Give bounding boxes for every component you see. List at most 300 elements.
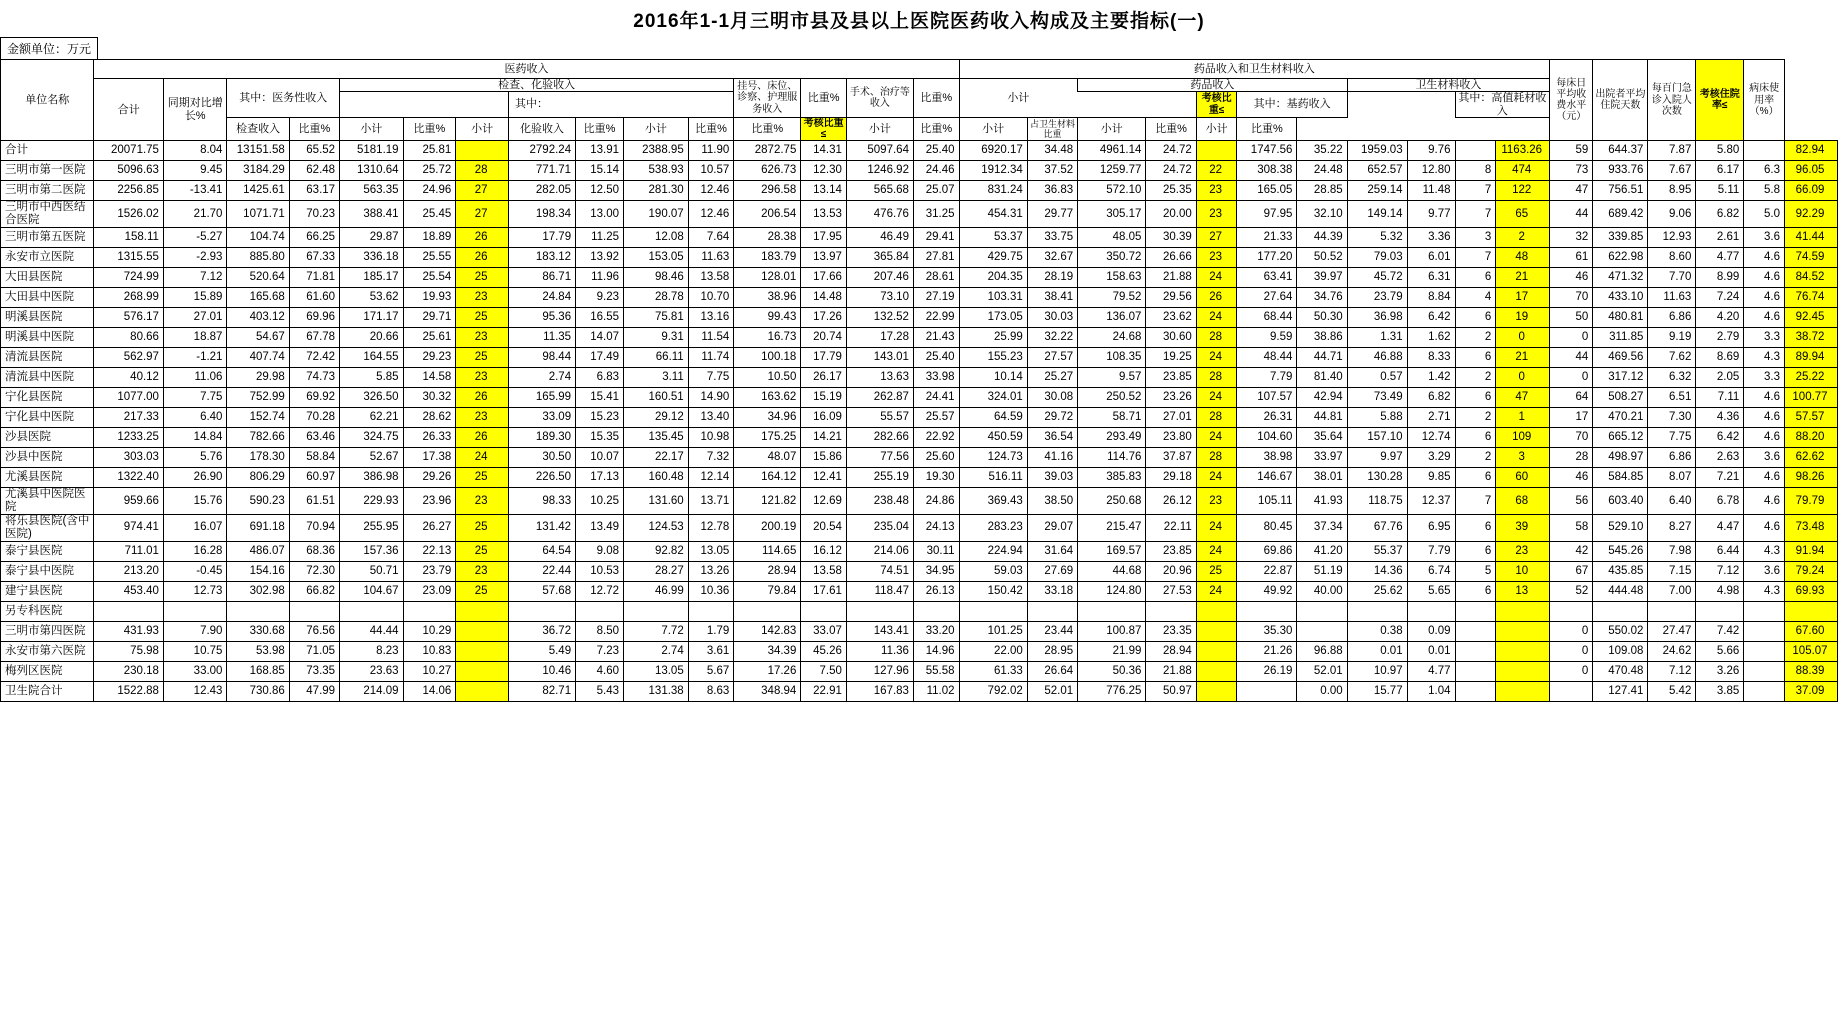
cell: 3.6 bbox=[1744, 228, 1785, 248]
cell: 4.3 bbox=[1744, 348, 1785, 368]
cell: 79.52 bbox=[1078, 288, 1146, 308]
cell: 10 bbox=[1496, 561, 1550, 581]
cell: 53.37 bbox=[959, 228, 1027, 248]
cell: 5.67 bbox=[688, 661, 734, 681]
cell: 46 bbox=[1550, 468, 1593, 488]
cell: 1959.03 bbox=[1347, 141, 1407, 161]
cell: 0 bbox=[1550, 661, 1593, 681]
cell: 65.52 bbox=[289, 141, 339, 161]
cell: 167.83 bbox=[846, 681, 913, 701]
cell: 17.38 bbox=[403, 448, 456, 468]
cell: 22.99 bbox=[913, 308, 959, 328]
th-exam-assess-ratio: 考核比重≤ bbox=[801, 117, 847, 140]
cell: 130.28 bbox=[1347, 468, 1407, 488]
row-unit-name: 三明市第一医院 bbox=[1, 161, 94, 181]
cell: 198.34 bbox=[509, 201, 576, 228]
cell: 933.76 bbox=[1593, 161, 1648, 181]
cell: 12.43 bbox=[163, 681, 227, 701]
cell: 38.41 bbox=[1027, 288, 1077, 308]
cell: 25.60 bbox=[913, 448, 959, 468]
cell: 24 bbox=[1196, 514, 1237, 541]
cell: 60.97 bbox=[289, 468, 339, 488]
cell: 652.57 bbox=[1347, 161, 1407, 181]
cell: 369.43 bbox=[959, 488, 1027, 515]
cell: 33.97 bbox=[1297, 448, 1347, 468]
cell: 44 bbox=[1550, 201, 1593, 228]
cell: 88.39 bbox=[1785, 661, 1838, 681]
cell: 26.66 bbox=[1146, 248, 1196, 268]
cell: 22.13 bbox=[403, 541, 456, 561]
cell: 12.74 bbox=[1407, 428, 1455, 448]
cell bbox=[801, 601, 847, 621]
cell: 8.69 bbox=[1696, 348, 1744, 368]
cell: 158.63 bbox=[1078, 268, 1146, 288]
cell bbox=[1455, 661, 1496, 681]
cell: 14.06 bbox=[403, 681, 456, 701]
cell: 11.63 bbox=[1648, 288, 1696, 308]
cell: 48.07 bbox=[734, 448, 801, 468]
cell: 24.48 bbox=[1297, 161, 1347, 181]
cell: 24 bbox=[456, 448, 509, 468]
th-drug-and-material: 药品收入和卫生材料收入 bbox=[959, 60, 1550, 79]
cell: 169.57 bbox=[1078, 541, 1146, 561]
cell: 5.43 bbox=[576, 681, 624, 701]
th-material-ratio: 比重% bbox=[1237, 117, 1297, 140]
row-unit-name: 沙县医院 bbox=[1, 428, 94, 448]
main-table bbox=[0, 59, 1838, 702]
table-row bbox=[1, 428, 1838, 448]
cell: 27.81 bbox=[913, 248, 959, 268]
cell: 26.17 bbox=[801, 368, 847, 388]
cell: 9.97 bbox=[1347, 448, 1407, 468]
cell: 146.67 bbox=[1237, 468, 1297, 488]
cell: 25 bbox=[456, 581, 509, 601]
cell: 262.87 bbox=[846, 388, 913, 408]
cell: 48.05 bbox=[1078, 228, 1146, 248]
cell: 7.70 bbox=[1648, 268, 1696, 288]
cell: 23.79 bbox=[403, 561, 456, 581]
cell: 12.37 bbox=[1407, 488, 1455, 515]
cell: 3 bbox=[1496, 448, 1550, 468]
cell: 4.20 bbox=[1696, 308, 1744, 328]
cell bbox=[1744, 621, 1785, 641]
table-row bbox=[1, 541, 1838, 561]
cell: 79.84 bbox=[734, 581, 801, 601]
cell: 50.97 bbox=[1146, 681, 1196, 701]
cell: 7.12 bbox=[1696, 561, 1744, 581]
cell: 28.61 bbox=[913, 268, 959, 288]
cell: 3.85 bbox=[1696, 681, 1744, 701]
cell: 164.55 bbox=[340, 348, 404, 368]
cell: 0.38 bbox=[1347, 621, 1407, 641]
cell: 100.87 bbox=[1078, 621, 1146, 641]
cell: 135.45 bbox=[624, 428, 689, 448]
cell: 13.58 bbox=[688, 268, 734, 288]
cell: 22.17 bbox=[624, 448, 689, 468]
cell: 6 bbox=[1455, 308, 1496, 328]
cell: 7 bbox=[1455, 248, 1496, 268]
cell: 28 bbox=[1196, 368, 1237, 388]
cell: 12.08 bbox=[624, 228, 689, 248]
cell: 76.56 bbox=[289, 621, 339, 641]
cell: 885.80 bbox=[227, 248, 289, 268]
cell: 27 bbox=[1196, 228, 1237, 248]
cell: 79.24 bbox=[1785, 561, 1838, 581]
cell: 282.66 bbox=[846, 428, 913, 448]
cell: 24 bbox=[1196, 541, 1237, 561]
cell: 62.62 bbox=[1785, 448, 1838, 468]
cell: 178.30 bbox=[227, 448, 289, 468]
th-per100-visits: 每百门急诊入院人次数 bbox=[1648, 60, 1696, 141]
cell: 79.79 bbox=[1785, 488, 1838, 515]
cell: 29.87 bbox=[340, 228, 404, 248]
unit-label: 金额单位：万元 bbox=[0, 37, 98, 59]
cell: 44.71 bbox=[1297, 348, 1347, 368]
cell: 82.71 bbox=[509, 681, 576, 701]
cell bbox=[1496, 601, 1550, 621]
cell: 86.71 bbox=[509, 268, 576, 288]
cell: 25 bbox=[456, 514, 509, 541]
cell: 8.33 bbox=[1407, 348, 1455, 368]
cell: 429.75 bbox=[959, 248, 1027, 268]
cell: 584.85 bbox=[1593, 468, 1648, 488]
cell: 2.05 bbox=[1696, 368, 1744, 388]
cell: 7.87 bbox=[1648, 141, 1696, 161]
cell: 224.94 bbox=[959, 541, 1027, 561]
cell bbox=[959, 601, 1027, 621]
cell: 7.30 bbox=[1648, 408, 1696, 428]
cell: 27.57 bbox=[1027, 348, 1077, 368]
th-dm-sub: 小计 bbox=[959, 79, 1078, 118]
cell: 296.58 bbox=[734, 181, 801, 201]
row-unit-name: 将乐县医院(含中医院) bbox=[1, 514, 94, 541]
cell: 776.25 bbox=[1078, 681, 1146, 701]
cell: 29.07 bbox=[1027, 514, 1077, 541]
cell: 348.94 bbox=[734, 681, 801, 701]
cell: 23 bbox=[456, 408, 509, 428]
cell: 1233.25 bbox=[94, 428, 164, 448]
cell: 33.20 bbox=[913, 621, 959, 641]
cell: 157.10 bbox=[1347, 428, 1407, 448]
th-drug-assess-ratio: 考核比重≤ bbox=[1196, 92, 1237, 118]
cell: 19.30 bbox=[913, 468, 959, 488]
cell bbox=[1297, 621, 1347, 641]
cell: 32.67 bbox=[1027, 248, 1077, 268]
cell: 388.41 bbox=[340, 201, 404, 228]
cell: 15.14 bbox=[576, 161, 624, 181]
cell: 626.73 bbox=[734, 161, 801, 181]
th-drug-ratio: 比重% bbox=[1146, 117, 1196, 140]
cell: 47.99 bbox=[289, 681, 339, 701]
cell: 8.99 bbox=[1696, 268, 1744, 288]
th-lab-income: 化验收入 bbox=[509, 117, 576, 140]
cell: 61.51 bbox=[289, 488, 339, 515]
cell: 403.12 bbox=[227, 308, 289, 328]
cell: 0.09 bbox=[1407, 621, 1455, 641]
cell: 95.36 bbox=[509, 308, 576, 328]
cell: 20.00 bbox=[1146, 201, 1196, 228]
cell: 69.92 bbox=[289, 388, 339, 408]
cell: 63.17 bbox=[289, 181, 339, 201]
cell: 13.16 bbox=[688, 308, 734, 328]
cell bbox=[576, 601, 624, 621]
cell: 47 bbox=[1496, 388, 1550, 408]
cell: 14.36 bbox=[1347, 561, 1407, 581]
cell: 33.09 bbox=[509, 408, 576, 428]
cell: 6 bbox=[1455, 428, 1496, 448]
cell: 529.10 bbox=[1593, 514, 1648, 541]
cell: 30.03 bbox=[1027, 308, 1077, 328]
cell: 11.54 bbox=[688, 328, 734, 348]
cell: 28 bbox=[1550, 448, 1593, 468]
cell: 39.97 bbox=[1297, 268, 1347, 288]
cell: 7 bbox=[1455, 181, 1496, 201]
cell: 9.77 bbox=[1407, 201, 1455, 228]
cell: 2 bbox=[1496, 228, 1550, 248]
th-exam-sub: 小计 bbox=[456, 117, 509, 140]
th-drug-income: 药品收入 bbox=[1078, 79, 1348, 92]
cell: 3.3 bbox=[1744, 368, 1785, 388]
table-row bbox=[1, 328, 1838, 348]
th-basic-drug-ratio: 比重% bbox=[688, 117, 734, 140]
cell: 57.68 bbox=[509, 581, 576, 601]
cell: 60 bbox=[1496, 468, 1550, 488]
cell: 17.13 bbox=[576, 468, 624, 488]
cell bbox=[1078, 601, 1146, 621]
cell bbox=[913, 601, 959, 621]
cell: 59.03 bbox=[959, 561, 1027, 581]
cell: 2.74 bbox=[624, 641, 689, 661]
th-exam-lab: 检查、化验收入 bbox=[340, 79, 734, 92]
th-dm-ratio: 比重% bbox=[913, 117, 959, 140]
cell: 22.92 bbox=[913, 428, 959, 448]
cell: 29.23 bbox=[403, 348, 456, 368]
cell: 23.09 bbox=[403, 581, 456, 601]
cell: 250.68 bbox=[1078, 488, 1146, 515]
cell: 26 bbox=[456, 228, 509, 248]
cell: 29.71 bbox=[403, 308, 456, 328]
cell: 35.22 bbox=[1297, 141, 1347, 161]
cell: 1246.92 bbox=[846, 161, 913, 181]
cell: 34.96 bbox=[734, 408, 801, 428]
cell: 63.46 bbox=[289, 428, 339, 448]
cell: 200.19 bbox=[734, 514, 801, 541]
cell: 26.33 bbox=[403, 428, 456, 448]
cell: 724.99 bbox=[94, 268, 164, 288]
cell: 562.97 bbox=[94, 348, 164, 368]
cell: 24.72 bbox=[1146, 141, 1196, 161]
cell: 6.82 bbox=[1696, 201, 1744, 228]
cell: 56 bbox=[1550, 488, 1593, 515]
cell: 4.6 bbox=[1744, 248, 1785, 268]
row-unit-name: 三明市中西医结合医院 bbox=[1, 201, 94, 228]
cell: 13.26 bbox=[688, 561, 734, 581]
cell: 213.20 bbox=[94, 561, 164, 581]
cell: 88.20 bbox=[1785, 428, 1838, 448]
cell: 6 bbox=[1455, 468, 1496, 488]
cell: 6920.17 bbox=[959, 141, 1027, 161]
cell: 4.77 bbox=[1407, 661, 1455, 681]
cell: 104.74 bbox=[227, 228, 289, 248]
cell: 538.93 bbox=[624, 161, 689, 181]
cell: 40.00 bbox=[1297, 581, 1347, 601]
cell bbox=[1455, 681, 1496, 701]
cell: 52.67 bbox=[340, 448, 404, 468]
cell: 46 bbox=[1550, 268, 1593, 288]
cell: 7.62 bbox=[1648, 348, 1696, 368]
cell: 24 bbox=[1196, 348, 1237, 368]
cell: -0.45 bbox=[163, 561, 227, 581]
cell: 8.23 bbox=[340, 641, 404, 661]
cell: 73.49 bbox=[1347, 388, 1407, 408]
cell: 32.10 bbox=[1297, 201, 1347, 228]
cell: 26.90 bbox=[163, 468, 227, 488]
cell: 0.57 bbox=[1347, 368, 1407, 388]
cell bbox=[1347, 601, 1407, 621]
cell: 14.21 bbox=[801, 428, 847, 448]
cell: 1071.71 bbox=[227, 201, 289, 228]
cell: 37.52 bbox=[1027, 161, 1077, 181]
cell: 18.87 bbox=[163, 328, 227, 348]
cell: 22.87 bbox=[1237, 561, 1297, 581]
row-unit-name: 沙县中医院 bbox=[1, 448, 94, 468]
cell: 64.59 bbox=[959, 408, 1027, 428]
cell: 17.95 bbox=[801, 228, 847, 248]
cell: 28 bbox=[1196, 328, 1237, 348]
cell: 38.86 bbox=[1297, 328, 1347, 348]
cell bbox=[509, 601, 576, 621]
cell: 4.6 bbox=[1744, 408, 1785, 428]
cell bbox=[1196, 641, 1237, 661]
cell: 67 bbox=[1550, 561, 1593, 581]
cell: 12.14 bbox=[688, 468, 734, 488]
cell: 576.17 bbox=[94, 308, 164, 328]
cell: 572.10 bbox=[1078, 181, 1146, 201]
cell: 23 bbox=[456, 328, 509, 348]
cell: 25 bbox=[456, 541, 509, 561]
cell: 23.35 bbox=[1146, 621, 1196, 641]
cell: 17.26 bbox=[734, 661, 801, 681]
cell: 37.87 bbox=[1146, 448, 1196, 468]
cell bbox=[1744, 681, 1785, 701]
cell: 12.78 bbox=[688, 514, 734, 541]
cell: 1 bbox=[1496, 408, 1550, 428]
cell: 10.70 bbox=[688, 288, 734, 308]
cell: 67.33 bbox=[289, 248, 339, 268]
cell: 4.6 bbox=[1744, 468, 1785, 488]
cell: 50 bbox=[1550, 308, 1593, 328]
cell: 4.36 bbox=[1696, 408, 1744, 428]
cell bbox=[1593, 601, 1648, 621]
cell: 11.90 bbox=[688, 141, 734, 161]
cell: 100.18 bbox=[734, 348, 801, 368]
cell: 99.43 bbox=[734, 308, 801, 328]
cell: 136.07 bbox=[1078, 308, 1146, 328]
cell: 157.36 bbox=[340, 541, 404, 561]
cell: 5.42 bbox=[1648, 681, 1696, 701]
cell: 5097.64 bbox=[846, 141, 913, 161]
cell: 5.49 bbox=[509, 641, 576, 661]
cell: 9.06 bbox=[1648, 201, 1696, 228]
cell: 792.02 bbox=[959, 681, 1027, 701]
cell: 431.93 bbox=[94, 621, 164, 641]
cell: 435.85 bbox=[1593, 561, 1648, 581]
table-row bbox=[1, 448, 1838, 468]
cell: 11.25 bbox=[576, 228, 624, 248]
cell: 55.57 bbox=[846, 408, 913, 428]
cell: 46.88 bbox=[1347, 348, 1407, 368]
cell: 4.6 bbox=[1744, 388, 1785, 408]
cell: 69.96 bbox=[289, 308, 339, 328]
row-unit-name: 三明市第四医院 bbox=[1, 621, 94, 641]
cell: 730.86 bbox=[227, 681, 289, 701]
cell: 12.80 bbox=[1407, 161, 1455, 181]
cell: 6.3 bbox=[1744, 161, 1785, 181]
cell: 76.74 bbox=[1785, 288, 1838, 308]
cell: 206.54 bbox=[734, 201, 801, 228]
cell bbox=[1744, 141, 1785, 161]
th-basic-drug: 其中：基药收入 bbox=[1237, 92, 1347, 118]
cell: 771.71 bbox=[509, 161, 576, 181]
cell: 7.75 bbox=[1648, 428, 1696, 448]
cell: 6.31 bbox=[1407, 268, 1455, 288]
cell: 25 bbox=[456, 348, 509, 368]
cell: 36.72 bbox=[509, 621, 576, 641]
cell: 70 bbox=[1550, 288, 1593, 308]
cell bbox=[1785, 601, 1838, 621]
th-exam-income-ratio: 比重% bbox=[289, 117, 339, 140]
cell: 326.50 bbox=[340, 388, 404, 408]
cell: 131.42 bbox=[509, 514, 576, 541]
cell: 50.52 bbox=[1297, 248, 1347, 268]
cell: 26.13 bbox=[913, 581, 959, 601]
table-row bbox=[1, 368, 1838, 388]
cell: 0 bbox=[1550, 621, 1593, 641]
cell: 24 bbox=[1196, 428, 1237, 448]
cell: 41.93 bbox=[1297, 488, 1347, 515]
cell: 23 bbox=[456, 561, 509, 581]
cell: 6 bbox=[1455, 388, 1496, 408]
cell: 469.56 bbox=[1593, 348, 1648, 368]
cell: 10.98 bbox=[688, 428, 734, 448]
cell: 55.58 bbox=[913, 661, 959, 681]
cell: 15.76 bbox=[163, 488, 227, 515]
cell: 24.72 bbox=[1146, 161, 1196, 181]
cell: 644.37 bbox=[1593, 141, 1648, 161]
cell: 28.78 bbox=[624, 288, 689, 308]
th-dm-sub-2: 小计 bbox=[846, 117, 913, 140]
th-of-which-exam: 其中： bbox=[509, 92, 734, 118]
cell: 164.12 bbox=[734, 468, 801, 488]
cell: 15.89 bbox=[163, 288, 227, 308]
cell bbox=[289, 601, 339, 621]
cell: 44.81 bbox=[1297, 408, 1347, 428]
cell: 3 bbox=[1455, 228, 1496, 248]
row-unit-name: 永安市立医院 bbox=[1, 248, 94, 268]
cell: 171.17 bbox=[340, 308, 404, 328]
cell: 215.47 bbox=[1078, 514, 1146, 541]
cell: 2.74 bbox=[509, 368, 576, 388]
cell: 217.33 bbox=[94, 408, 164, 428]
cell: 127.41 bbox=[1593, 681, 1648, 701]
cell: -5.27 bbox=[163, 228, 227, 248]
cell: 229.93 bbox=[340, 488, 404, 515]
cell: 11.02 bbox=[913, 681, 959, 701]
cell bbox=[456, 621, 509, 641]
row-unit-name: 泰宁县中医院 bbox=[1, 561, 94, 581]
cell: 13 bbox=[1496, 581, 1550, 601]
cell: 92.29 bbox=[1785, 201, 1838, 228]
